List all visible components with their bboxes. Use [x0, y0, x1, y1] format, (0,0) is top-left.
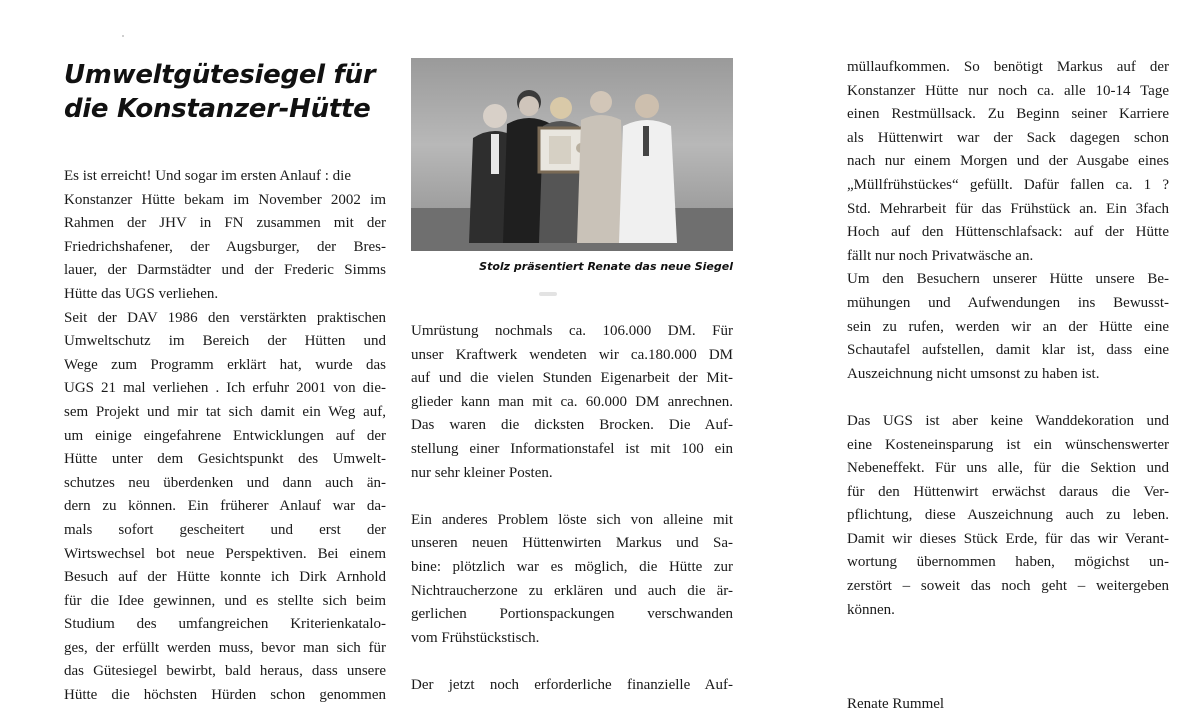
text-line: Nichtraucherzone zu erklären und auch die är- [411, 582, 733, 599]
text-line: Wege zum Programm erklärt hat, wurde das [64, 356, 386, 373]
title-line: Umweltgütesiegel für [64, 60, 376, 90]
text-line: Hütte das UGS verliehen. [64, 285, 219, 302]
text-line: unseren neuen Hüttenwirten Markus und Sa- [411, 535, 733, 552]
text-line: für die Idee gewinnen, und es stellte sich beim [64, 592, 386, 609]
text-line: können. [847, 601, 895, 618]
group-photo-illustration [411, 58, 733, 251]
text-line: Seit der DAV 1986 den verstärkten praktischen [64, 309, 386, 326]
article-title [64, 58, 404, 126]
text-line: müllaufkommen. So benötigt Markus auf der [847, 59, 1169, 75]
text-line: Damit wir dieses Stück Erde, für das wir Verant- [847, 530, 1169, 547]
text-line: stellung einer Informationstafel ist mit 100 ein [411, 440, 733, 457]
text-line: UGS 21 mal verliehen . Ich erfuhr 2001 von die- [64, 380, 386, 397]
text-line: als Hüttenwirt war der Sack dagegen schon [847, 129, 1169, 146]
text-line: das Gütesiegel bewirbt, bald heraus, dass unsere [64, 663, 386, 680]
text-line: nach nur einem Morgen und der Ausgabe eines [847, 153, 1169, 170]
text-line: vom Frühstückstisch. [411, 629, 540, 646]
photo-caption: Stolz präsentiert Renate das neue Siegel [479, 260, 733, 273]
text-line: Schautafel aufstellen, damit klar ist, dass eine [847, 342, 1169, 359]
scan-smudge [539, 292, 557, 296]
scan-speck [122, 35, 124, 37]
paragraph-gap [847, 622, 1169, 646]
text-line: ges, der erfüllt werden muss, bevor man sich für [64, 639, 386, 656]
text-line: Der jetzt noch erforderliche finanzielle Auf- [411, 676, 733, 693]
text-line: sem Projekt und mir tat sich damit ein Weg auf, [64, 403, 386, 420]
text-line: um einige eingefahrene Entwicklungen auf der [64, 427, 386, 444]
text-line: wortung übernommen haben, mögichst un- [847, 554, 1169, 571]
column-3-body [847, 56, 1169, 717]
text-line: Das waren die dicksten Brocken. Die Auf- [411, 417, 733, 434]
text-line: Ein anderes Problem löste sich von alleine mit [411, 511, 733, 528]
text-line: Auszeichnung nicht umsonst zu haben ist. [847, 365, 1100, 382]
text-line: Um den Besuchern unserer Hütte unsere Be- [847, 271, 1169, 288]
column-1-body [64, 165, 386, 708]
text-line: glieder kann man mit ca. 60.000 DM anrechnen. [411, 393, 733, 410]
text-line: einen Restmüllsack. Zu Beginn seiner Karriere [847, 106, 1169, 123]
text-line: Das UGS ist aber keine Wanddekoration und [847, 412, 1169, 429]
text-line: Rahmen der JHV in FN zusammen mit der [64, 215, 386, 232]
text-line: Wirtswechsel bot neue Perspektiven. Bei einem [64, 545, 386, 562]
text-line: gerlichen Portionspackungen verschwanden [411, 606, 733, 623]
paragraph-gap [847, 646, 1169, 670]
text-line: nur sehr kleiner Posten. [411, 464, 553, 481]
author-signature: Renate Rummel [847, 696, 945, 713]
text-line: unser Kraftwerk wendeten wir ca.180.000 DM [411, 346, 733, 363]
text-line: pflichtung, diese Auszeichnung auch zu leben. [847, 507, 1169, 524]
text-line: Hütte die höchsten Hürden schon genommen [64, 687, 386, 704]
paragraph-gap [411, 650, 733, 674]
text-line: sein zu rufen, werden wir an der Hütte eine [847, 318, 1169, 335]
text-line: „Müllfrühstückes“ gefüllt. Dafür fallen ca. 1 ? [847, 176, 1169, 193]
text-line: Hütte unter dem Gesichtspunkt des Umwelt- [64, 451, 386, 468]
paragraph-gap [847, 386, 1169, 410]
text-line: bine: plötzlich war es möglich, die Hütte zur [411, 558, 733, 575]
text-line: lauer, der Darmstädter und der Frederic Simms [64, 262, 386, 279]
group-photo [411, 58, 733, 251]
text-line: mals sofort gescheitert und erst der [64, 521, 386, 538]
text-line: Hoch auf den Hüttenschlafsack: auf der Hütte [847, 224, 1169, 241]
text-line: schutzes neu überdenken und dann auch än- [64, 474, 386, 491]
text-line: Friedrichshafener, der Augsburger, der Bres- [64, 238, 386, 255]
text-line: eine Kosteneinsparung ist ein wünschenswerter [847, 436, 1169, 453]
title-line: die Konstanzer-Hütte [64, 94, 371, 124]
text-line: Nebeneffekt. Für uns alle, für die Sektion und [847, 460, 1169, 477]
text-line: zerstört – soweit das noch geht – weitergeben [847, 578, 1169, 595]
text-line: Studium des umfangreichen Kriterienkatalo- [64, 616, 386, 633]
text-line: Umweltschutz im Bereich der Hütten und [64, 333, 386, 350]
column-2-body [411, 320, 733, 698]
paragraph-gap [411, 485, 733, 509]
text-line: Besuch auf der Hütte konnte ich Dirk Arnhold [64, 569, 386, 586]
text-line: Konstanzer Hütte nur noch ca. alle 10-14 Tage [847, 82, 1169, 99]
text-line: für den Hüttenwirt erwächst daraus die Ver- [847, 483, 1169, 500]
text-line: dern zu können. Ein früherer Anlauf war da- [64, 498, 386, 515]
text-line: fällt nur noch Privatwäsche an. [847, 247, 1034, 264]
text-line: Std. Mehrarbeit für das Frühstück an. Ein 3fach [847, 200, 1169, 217]
text-line: auf und die vielen Stunden Eigenarbeit der Mit- [411, 370, 733, 387]
text-line: Konstanzer Hütte bekam im November 2002 im [64, 191, 386, 208]
text-line: mühungen und Aufwendungen ins Bewusst- [847, 294, 1169, 311]
text-line: Umrüstung nochmals ca. 106.000 DM. Für [411, 323, 733, 339]
paragraph-gap [847, 669, 1169, 693]
text-line: Es ist erreicht! Und sogar im ersten Anlauf : die [64, 168, 352, 184]
